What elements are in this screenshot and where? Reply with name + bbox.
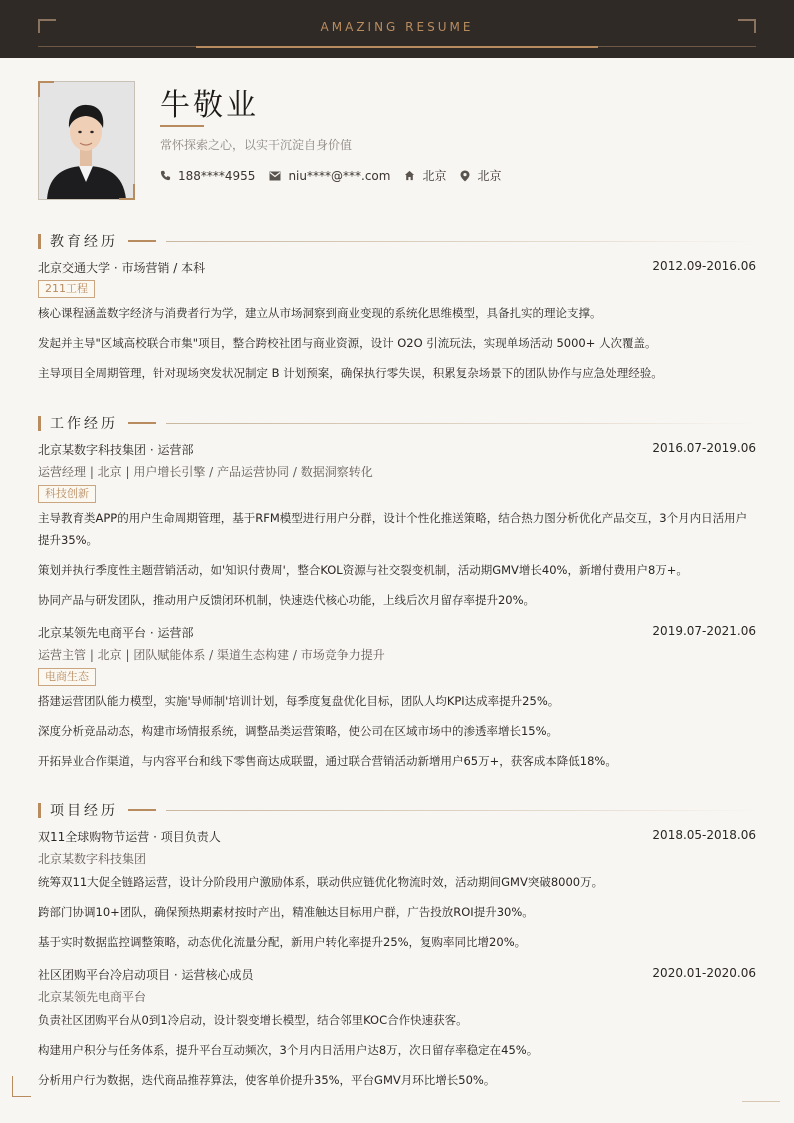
job-tag: 电商生态 [38, 668, 96, 686]
project-item: 负责社区团购平台从0到1冷启动，设计裂变增长模型，结合邻里KOC合作快速获客。 [38, 1013, 468, 1027]
home-city: 北京 [422, 169, 447, 183]
section-title-education [38, 231, 756, 251]
project-name: 双11全球购物节运营 · 项目负责人 [38, 830, 221, 844]
profile-photo [38, 81, 135, 200]
header-band [0, 0, 794, 58]
section-rule [166, 810, 756, 811]
job-date: 2019.07-2021.06 [652, 624, 756, 638]
phone-icon [160, 170, 171, 181]
job-header [38, 441, 756, 458]
person-portrait-icon [39, 82, 134, 199]
job-date: 2016.07-2019.06 [652, 441, 756, 455]
contact-home [404, 167, 446, 184]
header-accent-rule [196, 46, 598, 48]
project-org: 北京某数字科技集团 [38, 852, 147, 866]
education-item: 发起并主导"区域高校联合市集"项目，整合跨校社团与商业资源，设计 O2O 引流玩法，实现单场活动 5000+ 人次覆盖。 [38, 336, 657, 350]
contact-phone [160, 169, 255, 183]
project-header [38, 966, 756, 983]
section-heading: 工作经历 [50, 416, 118, 432]
project-item: 构建用户积分与任务体系，提升平台互动频次，3个月内日活用户达8万，次日留存率稳定在45%。 [38, 1043, 539, 1057]
project-org: 北京某领先电商平台 [38, 990, 147, 1004]
project-header [38, 828, 756, 845]
section-heading: 项目经历 [50, 803, 118, 819]
brand-title: AMAZING RESUME [320, 20, 474, 34]
candidate-name: 牛敬业 [160, 88, 259, 123]
school-name: 北京交通大学 · 市场营销 / 本科 [38, 261, 206, 275]
section-rule [166, 241, 756, 242]
education-entry [38, 259, 756, 276]
contact-email [269, 169, 390, 183]
section-title-work [38, 413, 756, 433]
project-item: 跨部门协调10+团队，确保预热期素材按时产出，精准触达目标用户群，广告投放ROI提升30%。 [38, 905, 534, 919]
project-name: 社区团购平台冷启动项目 · 运营核心成员 [38, 968, 254, 982]
company-name: 北京某数字科技集团 · 运营部 [38, 443, 194, 457]
education-item: 主导项目全周期管理，针对现场突发状况制定 B 计划预案，确保执行零失误，积累复杂场景下的团队协作与应急处理经验。 [38, 366, 663, 380]
section-marker [38, 416, 41, 431]
location-city: 北京 [477, 169, 502, 183]
section-heading: 教育经历 [50, 234, 118, 250]
job-role: 运营主管 | 北京 | 团队赋能体系 / 渠道生态构建 / 市场竞争力提升 [38, 648, 385, 662]
home-icon [404, 170, 415, 181]
job-role: 运营经理 | 北京 | 用户增长引擎 / 产品运营协同 / 数据洞察转化 [38, 465, 373, 479]
job-tag: 科技创新 [38, 485, 96, 503]
photo-frame-corner [38, 81, 54, 97]
education-item: 核心课程涵盖数字经济与消费者行为学，建立从市场洞察到商业变现的系统化思维模型，具备扎实的理论支撑。 [38, 306, 602, 320]
email-address: niu****@***.com [288, 168, 391, 183]
job-header [38, 624, 756, 641]
project-date: 2020.01-2020.06 [652, 966, 756, 980]
education-date: 2012.09-2016.06 [652, 259, 756, 273]
name-underline [160, 125, 204, 127]
section-rule [166, 423, 756, 424]
project-item: 分析用户行为数据，迭代商品推荐算法，使客单价提升35%，平台GMV月环比增长50%。 [38, 1073, 496, 1087]
section-dash [128, 422, 156, 424]
section-dash [128, 240, 156, 242]
section-marker [38, 234, 41, 249]
company-name: 北京某领先电商平台 · 运营部 [38, 626, 194, 640]
candidate-motto: 常怀探索之心，以实干沉淀自身价值 [160, 138, 353, 152]
contact-info [160, 167, 515, 184]
contact-location [460, 167, 501, 184]
education-tag: 211工程 [38, 280, 95, 298]
location-pin-icon [460, 170, 470, 182]
section-dash [128, 809, 156, 811]
project-date: 2018.05-2018.06 [652, 828, 756, 842]
section-title-projects [38, 800, 756, 820]
job-item: 协同产品与研发团队，推动用户反馈闭环机制，快速迭代核心功能，上线后次月留存率提升20%。 [38, 593, 536, 607]
section-marker [38, 803, 41, 818]
project-item: 统筹双11大促全链路运营，设计分阶段用户激励体系，联动供应链优化物流时效，活动期间GMV突破8000万。 [38, 875, 604, 889]
phone-number: 188****4955 [178, 168, 256, 183]
page-corner-rule [742, 1101, 780, 1102]
job-item: 主导教育类APP的用户生命周期管理，基于RFM模型进行用户分群，设计个性化推送策略，结合热力图分析优化产品交互，3个月内日活用户提升35%。 [38, 511, 748, 547]
page-corner-ornament [12, 1076, 31, 1097]
job-item: 搭建运营团队能力模型，实施'导师制'培训计划，每季度复盘优化目标，团队人均KPI达成率提升25%。 [38, 694, 560, 708]
job-item: 开拓异业合作渠道，与内容平台和线下零售商达成联盟，通过联合营销活动新增用户65万+，获客成本降低18%。 [38, 754, 617, 768]
project-item: 基于实时数据监控调整策略，动态优化流量分配，新用户转化率提升25%，复购率同比增20%。 [38, 935, 527, 949]
mail-icon [269, 171, 281, 181]
job-item: 策划并执行季度性主题营销活动，如'知识付费周'，整合KOL资源与社交裂变机制，活动期GMV增长40%，新增付费用户8万+。 [38, 563, 688, 577]
job-item: 深度分析竞品动态，构建市场情报系统，调整品类运营策略，使公司在区域市场中的渗透率增长15%。 [38, 724, 559, 738]
photo-frame-corner [119, 184, 135, 200]
